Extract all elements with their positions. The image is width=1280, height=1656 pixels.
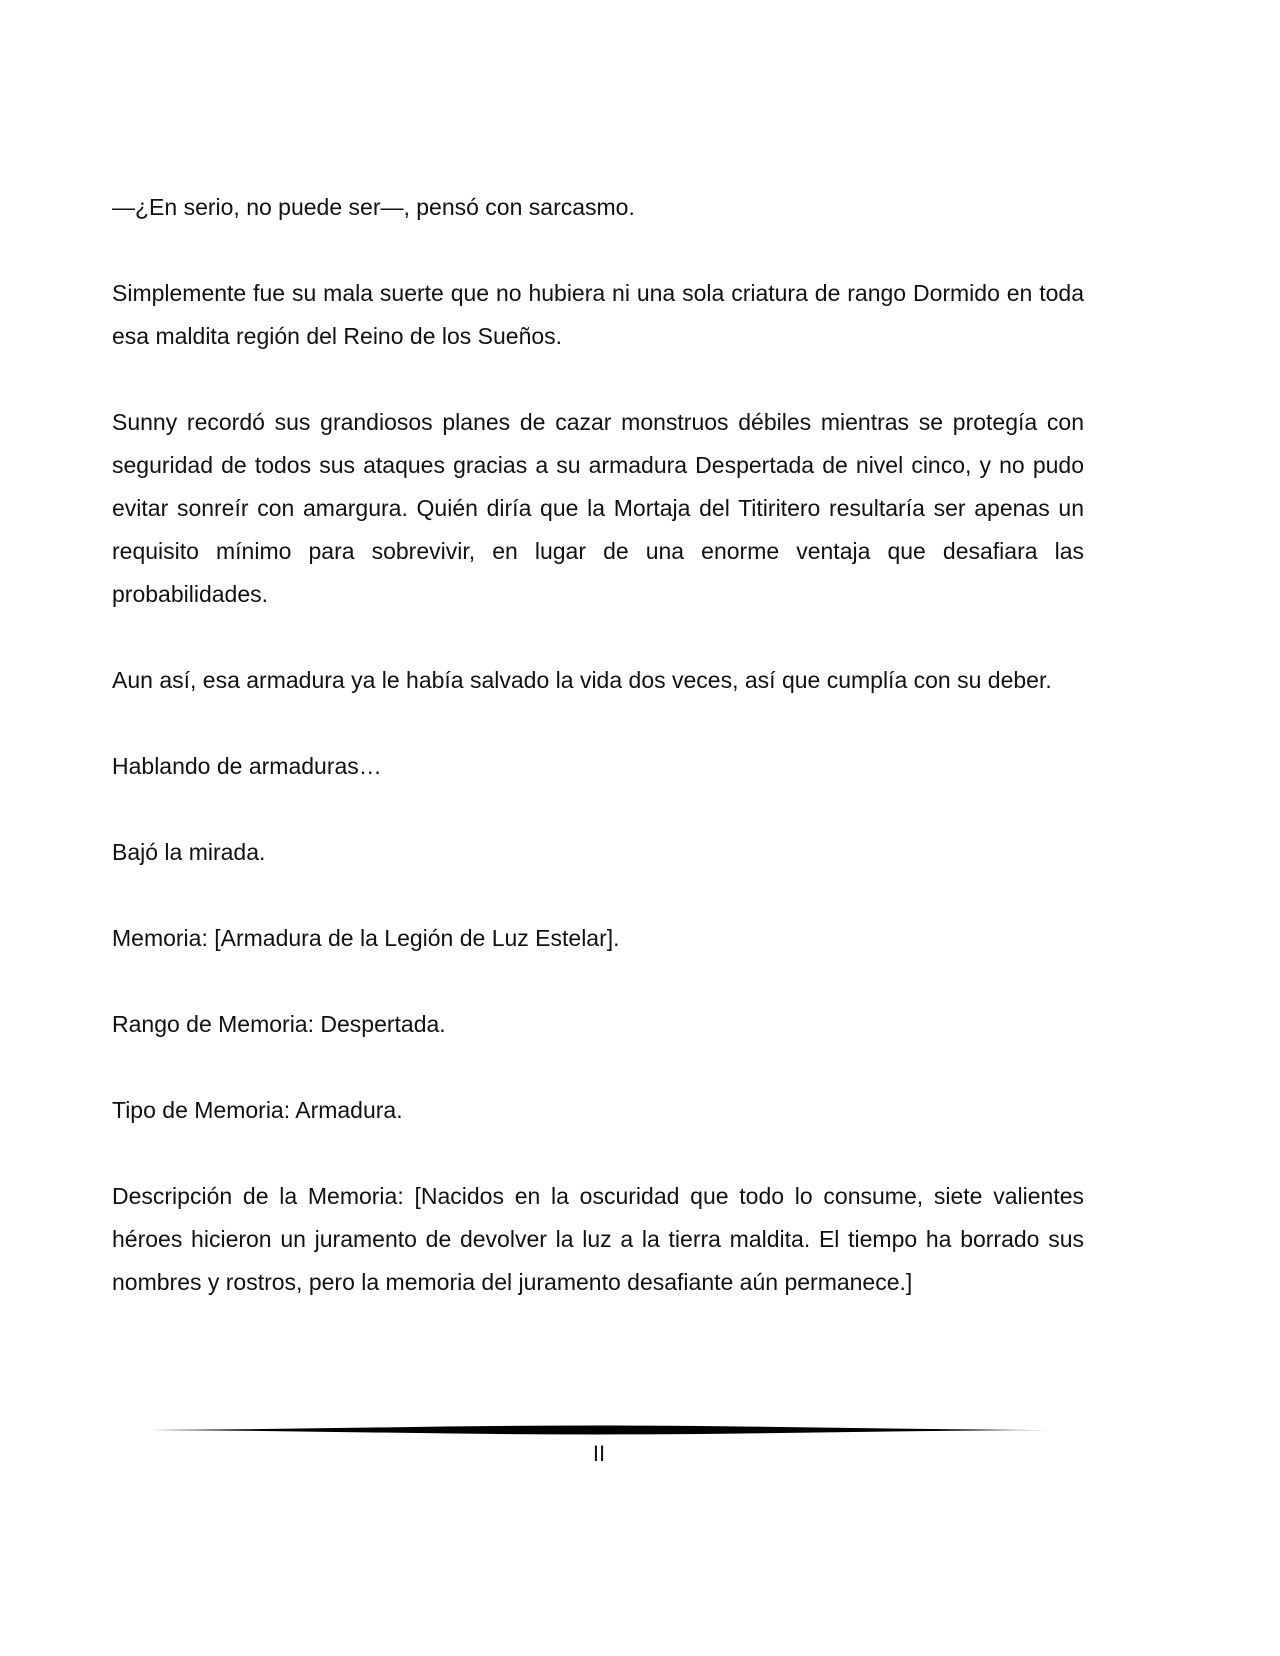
- paragraph: Tipo de Memoria: Armadura.: [112, 1097, 403, 1123]
- paragraph: Aun así, esa armadura ya le había salvado la vida dos veces, así que cumplía con su deber.: [112, 667, 1052, 693]
- paragraph: Memoria: [Armadura de la Legión de Luz Estelar].: [112, 925, 620, 951]
- paragraph: Hablando de armaduras…: [112, 753, 382, 779]
- paragraph: Bajó la mirada.: [112, 839, 266, 865]
- paragraph: Simplemente fue su mala suerte que no hubiera ni una sola criatura de rango Dormido en toda esa maldita región del Reino de los Sueños.: [112, 280, 1084, 349]
- paragraph: Sunny recordó sus grandiosos planes de cazar monstruos débiles mientras se protegía con seguridad de todos sus ataques gracias a su armadura Despertada de nivel cinco, y no pudo evitar sonreír con amargura. Quién diría que la Mortaja del Titiritero resultaría ser apenas un requisito mínimo para sobrevivir, en lugar de una enorme ventaja que desafiara las probabilidades.: [112, 409, 1084, 607]
- footer-divider: [150, 1424, 1048, 1436]
- body-text: [112, 186, 1084, 1304]
- page-number: II: [592, 1441, 606, 1466]
- paragraph: —¿En serio, no puede ser—, pensó con sarcasmo.: [112, 194, 635, 220]
- paragraph: Rango de Memoria: Despertada.: [112, 1011, 446, 1037]
- paragraph: Descripción de la Memoria: [Nacidos en la oscuridad que todo lo consume, siete valientes héroes hicieron un juramento de devolver la luz a la tierra maldita. El tiempo ha borrado sus nombres y rostros, pero la memoria del juramento desafiante aún permanece.]: [112, 1183, 1084, 1295]
